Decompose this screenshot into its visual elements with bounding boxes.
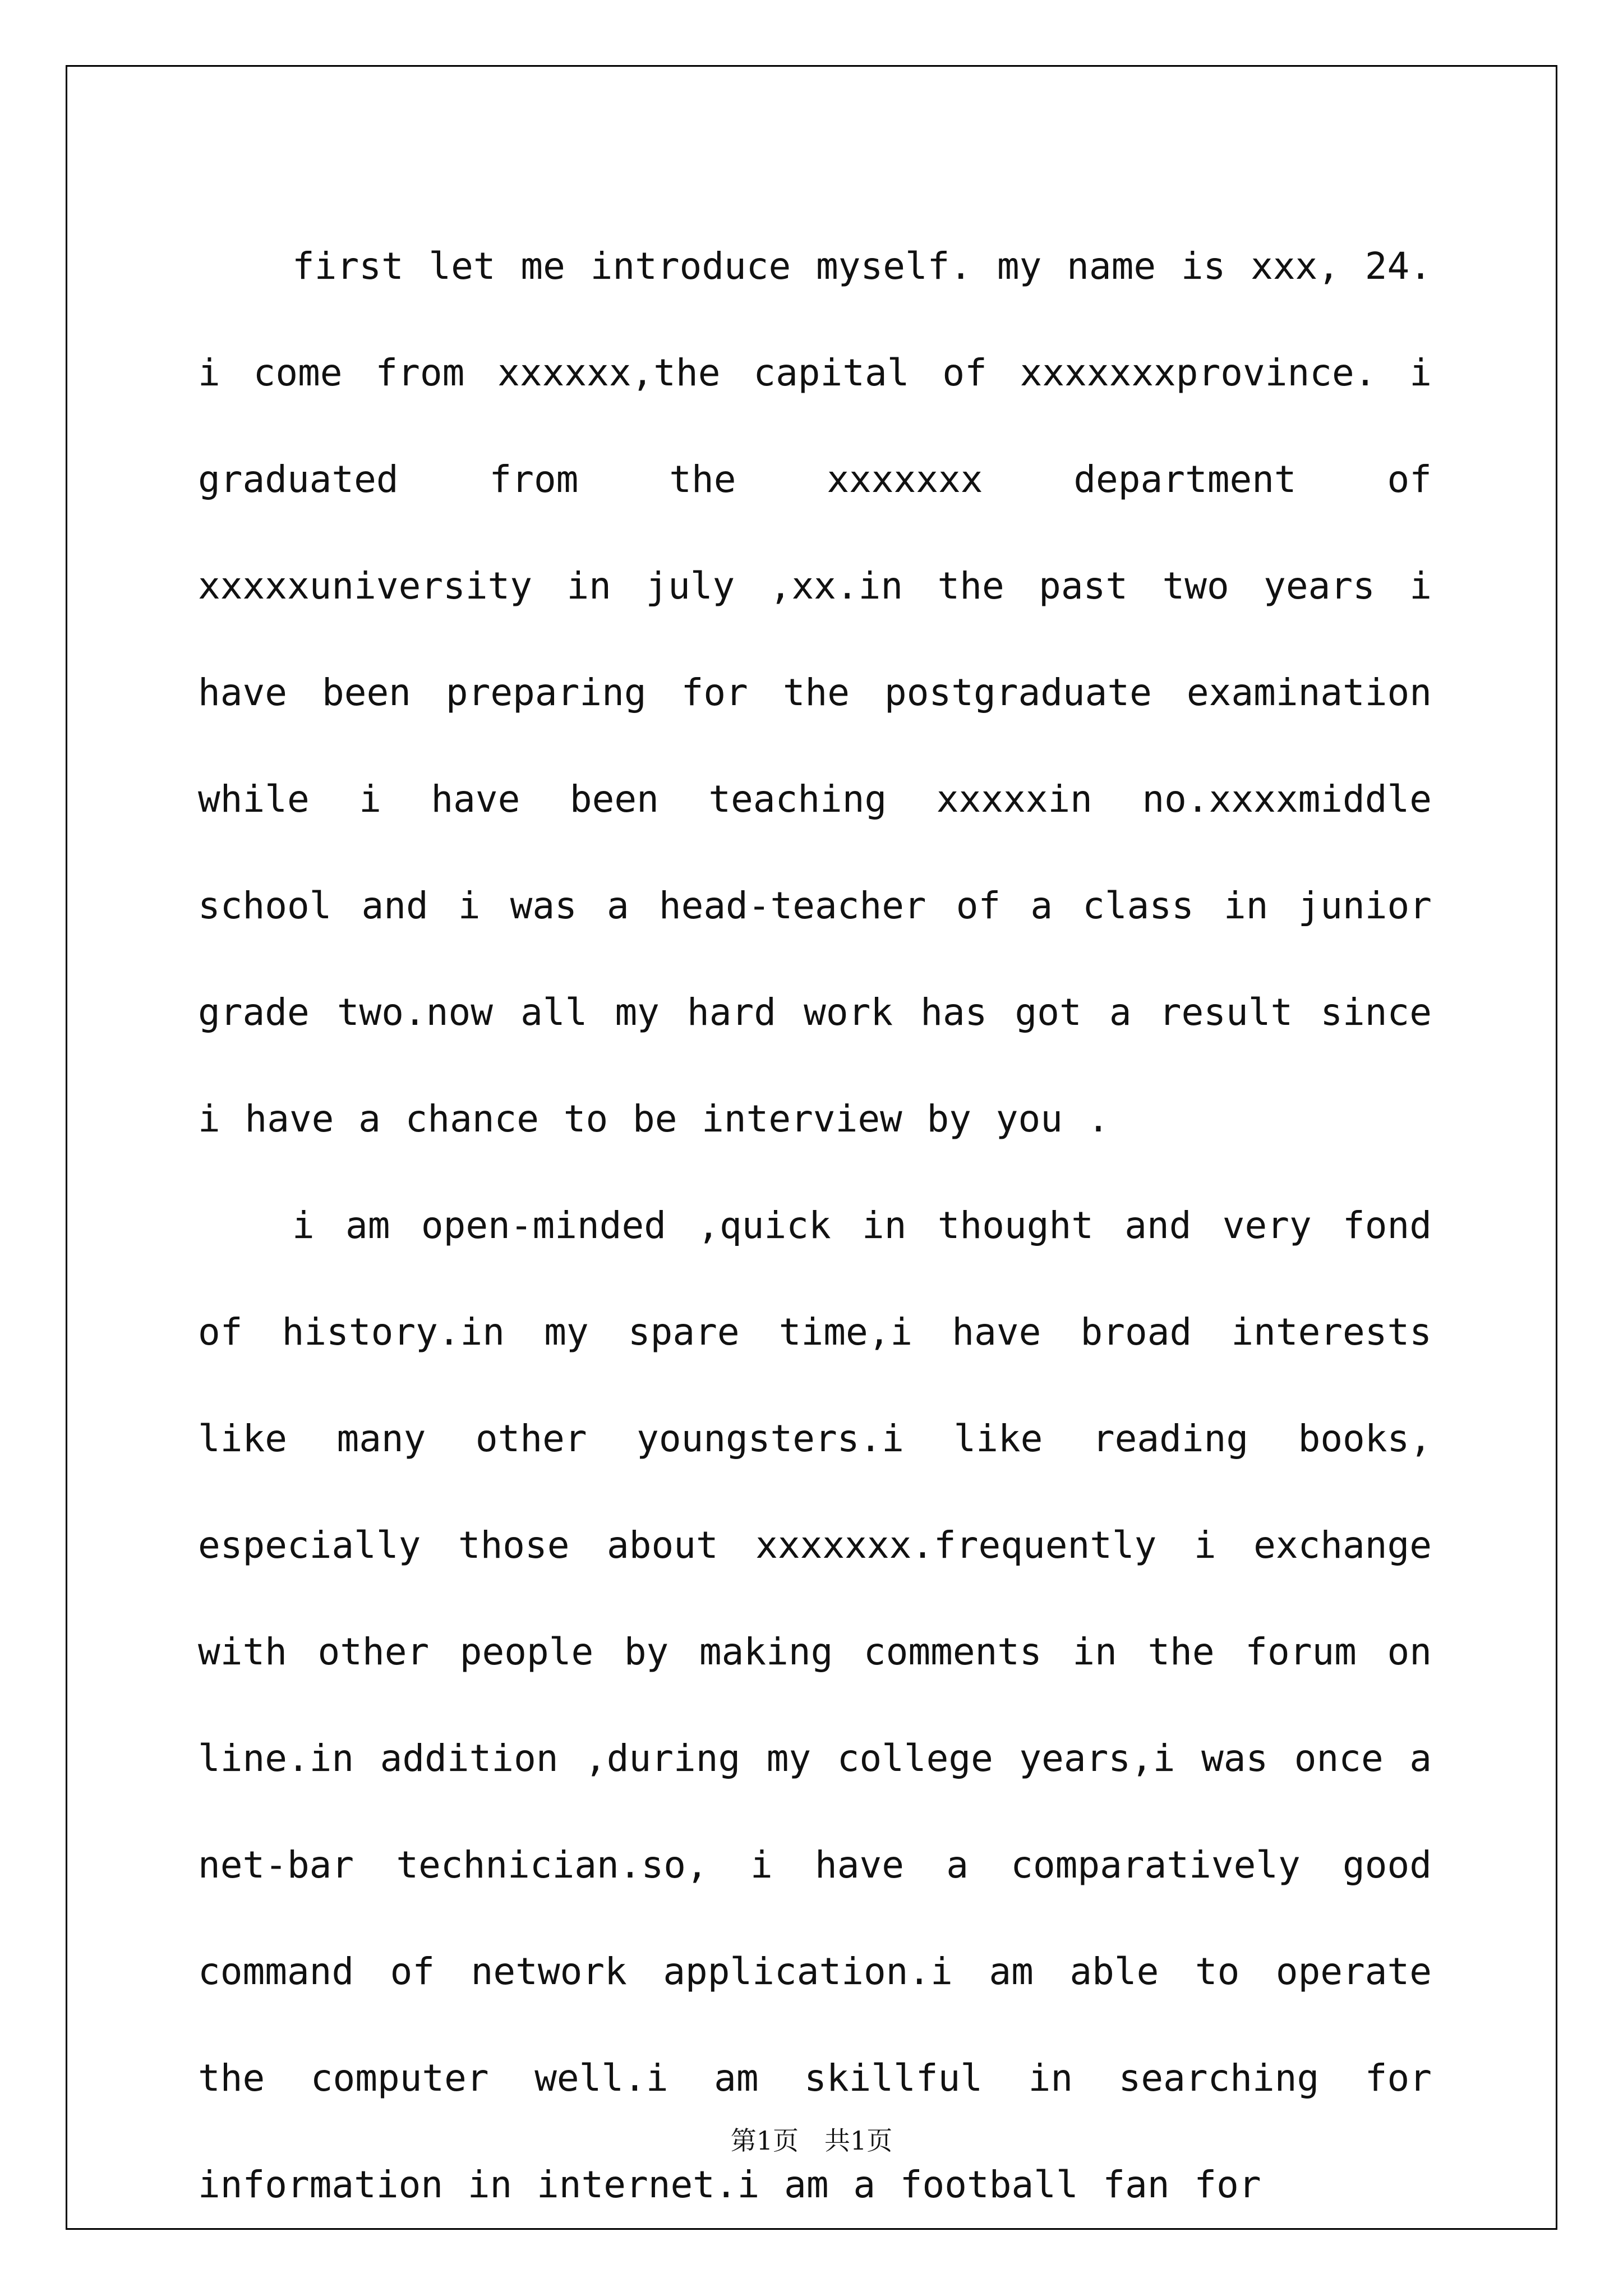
paragraph-1: first let me introduce myself. my name is xxx, 24. i come from xxxxxx,the capital of xxxxxxxprovince. i graduated from the xxxxxxx department of xxxxxuniversity in july ,xx.in the past two years i have been preparing for the postgraduate examination while i have been teaching xxxxxin no.xxxxmiddle school and i was a head-teacher of a class in junior grade two.now all my hard work has got a result since i have a chance to be interview by you .: [198, 245, 1432, 1140]
paragraph-2: i am open-minded ,quick in thought and very fond of history.in my spare time,i have broad interests like many other youngsters.i like reading books, especially those about xxxxxxx.frequently i exchange with other people by making comments in the forum on line.in addition ,during my college years,i was once a net-bar technician.so, i have a comparatively good command of network application.i am able to operate the computer well.i am skillful in searching for information in internet.i am a football fan for: [198, 1204, 1432, 2206]
page-number-footer: 第1页 共1页: [730, 2125, 893, 2156]
document-body: [198, 213, 1432, 2238]
